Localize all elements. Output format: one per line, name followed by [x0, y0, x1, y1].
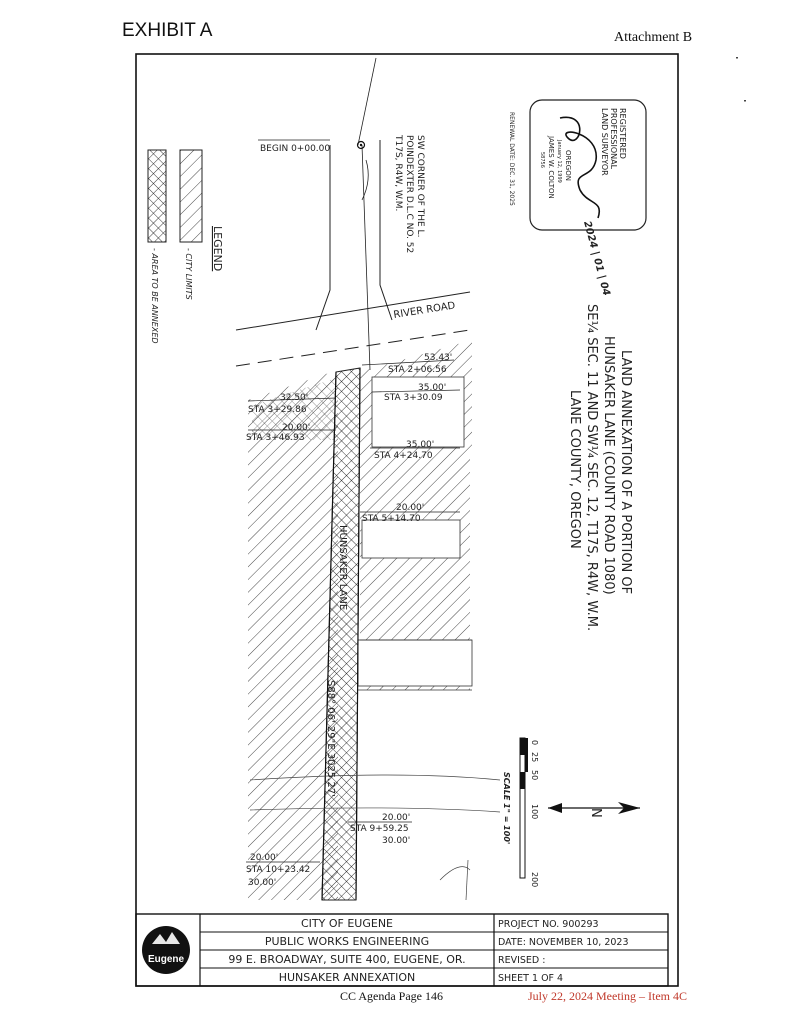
svg-text:RENEWAL DATE: DEC. 31, 2025: RENEWAL DATE: DEC. 31, 2025	[508, 112, 515, 206]
river-road-label: RIVER ROAD	[392, 300, 457, 321]
svg-text:2024 | 01 | 04: 2024 | 01 | 04	[581, 219, 612, 298]
station-dim: 35.00'	[406, 440, 435, 450]
surveyor-stamp	[508, 100, 646, 297]
svg-text:PROFESSIONAL: PROFESSIONAL	[609, 108, 618, 170]
title-block	[136, 914, 668, 986]
svg-text:JAMES W. COLTON: JAMES W. COLTON	[547, 136, 555, 199]
begin-label: BEGIN 0+00.00	[260, 144, 331, 154]
sheet-number: SHEET 1 OF 4	[498, 973, 564, 984]
address: 99 E. BROADWAY, SUITE 400, EUGENE, OR.	[228, 953, 466, 966]
station-dim: 20.00'	[250, 853, 279, 863]
project-title: HUNSAKER ANNEXATION	[278, 971, 416, 984]
station-label: STA 3+29.86	[248, 405, 307, 415]
footer-meeting: July 22, 2024 Meeting – Item 4C	[528, 989, 687, 1003]
legend-city-swatch	[180, 150, 202, 242]
corner-label	[393, 134, 425, 253]
station-dim: 20.00'	[382, 813, 411, 823]
station-label: STA 5+14.70	[362, 514, 421, 524]
svg-text:0: 0	[530, 740, 539, 746]
svg-text:25: 25	[530, 752, 539, 763]
svg-text:N: N	[588, 808, 603, 818]
revised: REVISED :	[498, 955, 546, 966]
svg-text:January 12, 1999: January 12, 1999	[556, 140, 562, 183]
svg-text:100: 100	[530, 804, 539, 820]
svg-text:LAND SURVEYOR: LAND SURVEYOR	[600, 108, 609, 176]
legend-city-label: - CITY LIMITS	[184, 248, 193, 300]
station-label: STA 3+30.09	[384, 393, 443, 403]
map-title	[567, 304, 633, 631]
exhibit-label: EXHIBIT A	[122, 20, 213, 41]
project-number: PROJECT NO. 900293	[498, 919, 599, 930]
station-dim: 20.00'	[396, 503, 425, 513]
department-name: PUBLIC WORKS ENGINEERING	[264, 935, 430, 948]
station-label: STA 4+24.70	[374, 451, 433, 461]
hunsaker-lane-label: HUNSAKER LANE	[337, 525, 348, 611]
station-dim: 20.00'	[282, 423, 311, 433]
city-name: CITY OF EUGENE	[301, 917, 393, 930]
station-dim: 53.43'	[424, 353, 453, 363]
svg-text:50: 50	[530, 770, 539, 781]
footer-page-number: CC Agenda Page 146	[340, 989, 443, 1003]
north-arrow-icon	[548, 802, 640, 818]
station-dim: 32.50'	[280, 393, 309, 403]
legend-title: LEGEND	[211, 226, 224, 272]
legend-annex-swatch	[148, 150, 166, 242]
scale-label: SCALE 1" = 100'	[502, 772, 511, 845]
scale-bar	[502, 738, 539, 887]
legend	[148, 150, 224, 344]
drawing-date: DATE: NOVEMBER 10, 2023	[498, 937, 629, 948]
svg-text:58756: 58756	[539, 152, 545, 168]
svg-text:200: 200	[530, 872, 539, 888]
station-dim: 30.00'	[248, 878, 277, 888]
svg-text:SE¼ SEC. 11 AND SW¼ SEC. 12, T: SE¼ SEC. 11 AND SW¼ SEC. 12, T17S, R4W, W.M.	[584, 304, 599, 632]
svg-text:T17S, R4W, W.M.: T17S, R4W, W.M.	[393, 135, 403, 212]
station-label: STA 9+59.25	[350, 824, 409, 834]
station-dim: 35.00'	[418, 383, 447, 393]
svg-text:POINDEXTER D.L.C NO. 52: POINDEXTER D.L.C NO. 52	[404, 135, 414, 254]
svg-text:REGISTERED: REGISTERED	[618, 108, 627, 159]
station-label: STA 10+23.42	[246, 865, 311, 875]
station-label: STA 3+46.93	[246, 433, 305, 443]
svg-text:SW CORNER OF THE L.: SW CORNER OF THE L.	[415, 135, 425, 238]
legend-annex-label: - AREA TO BE ANNEXED	[150, 248, 159, 344]
svg-text:LAND ANNEXATION OF A PORTION O: LAND ANNEXATION OF A PORTION OF	[618, 350, 633, 595]
station-dim: 30.00'	[382, 836, 411, 846]
svg-text:HUNSAKER LANE (COUNTY ROAD 108: HUNSAKER LANE (COUNTY ROAD 1080)	[601, 336, 616, 595]
logo-text: Eugene	[147, 954, 185, 965]
svg-text:OREGON: OREGON	[564, 150, 572, 181]
attachment-label: Attachment B	[614, 30, 693, 45]
eugene-logo	[142, 926, 190, 974]
bearing-label: S88° 06' 29"E 3025.27'	[325, 680, 336, 797]
svg-text:LANE COUNTY, OREGON: LANE COUNTY, OREGON	[567, 390, 582, 549]
station-label: STA 2+06.56	[388, 365, 447, 375]
